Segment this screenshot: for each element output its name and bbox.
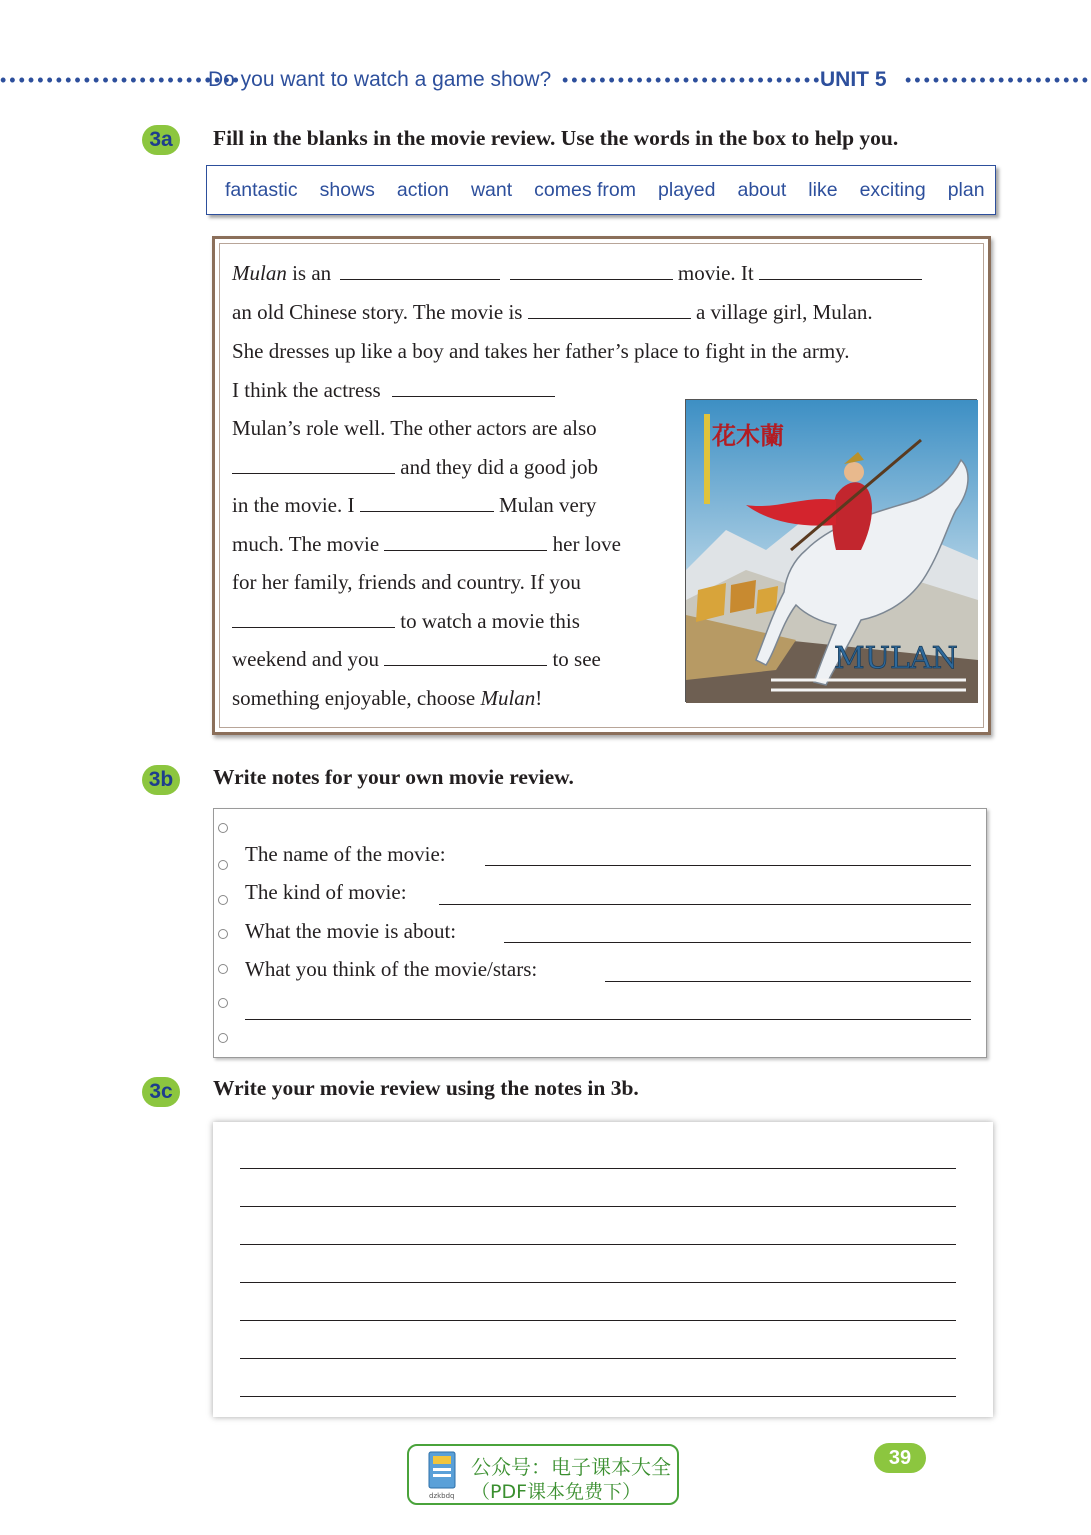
instruction-3b: Write notes for your own movie review. xyxy=(213,765,574,789)
review-line-8: much. The movie her love xyxy=(232,532,621,556)
note-prompt-about: What the movie is about: xyxy=(245,919,457,943)
note-prompt-kind: The kind of movie: xyxy=(245,880,407,904)
word-item: action xyxy=(396,178,449,201)
note-line-extra[interactable] xyxy=(245,1019,971,1020)
blank-3[interactable] xyxy=(759,259,922,280)
blank-4[interactable] xyxy=(528,298,691,319)
note-prompt-opinion: What you think of the movie/stars: xyxy=(245,957,538,981)
header-dots-left: •••••••••••••••••••••••••• xyxy=(0,70,242,90)
blank-2[interactable] xyxy=(510,259,673,280)
word-item: comes from xyxy=(534,178,637,201)
writing-line[interactable] xyxy=(240,1396,956,1397)
header-dots-right: •••••••••••••••••••• xyxy=(905,70,1091,90)
blank-9[interactable] xyxy=(232,607,395,628)
note-line-opinion[interactable] xyxy=(605,981,971,982)
review-line-11: weekend and you to see xyxy=(232,647,601,671)
unit-label: UNIT 5 xyxy=(820,68,887,91)
review-line-9: for her family, friends and country. If you xyxy=(232,570,581,594)
blank-5[interactable] xyxy=(392,376,555,397)
review-line-4: I think the actress xyxy=(232,376,555,404)
ring-icon xyxy=(218,895,228,905)
mulan-poster xyxy=(685,399,977,702)
mulan-poster-illustration xyxy=(686,400,978,703)
blank-1[interactable] xyxy=(340,259,500,280)
badge-3c: 3c xyxy=(142,1077,180,1107)
blank-10[interactable] xyxy=(384,645,547,666)
word-item: shows xyxy=(319,178,375,201)
writing-line[interactable] xyxy=(240,1358,956,1359)
unit-title: Do you want to watch a game show? xyxy=(208,68,552,91)
note-line-kind[interactable] xyxy=(439,904,971,905)
header-dots-middle: •••••••••••••••••••••••••••• xyxy=(562,70,823,90)
blank-6[interactable] xyxy=(232,453,395,474)
writing-line[interactable] xyxy=(240,1244,956,1245)
word-item: like xyxy=(808,178,838,201)
watermark-line-2: （PDF课本免费下） xyxy=(471,1481,642,1503)
review-line-5: Mulan’s role well. The other actors are also xyxy=(232,416,597,440)
poster-chinese-title: 花木蘭 xyxy=(712,422,784,450)
word-item: about xyxy=(737,178,787,201)
watermark-line-1: 公众号：电子课本大全 xyxy=(471,1455,671,1479)
badge-3b: 3b xyxy=(142,765,180,795)
blank-7[interactable] xyxy=(360,491,494,512)
blank-8[interactable] xyxy=(384,530,547,551)
note-line-name[interactable] xyxy=(485,865,971,866)
review-line-12: something enjoyable, choose Mulan! xyxy=(232,686,543,710)
book-icon xyxy=(425,1450,465,1500)
writing-line[interactable] xyxy=(240,1320,956,1321)
review-line-1: Mulan is an movie. It xyxy=(232,259,922,287)
review-line-3: She dresses up like a boy and takes her father’s place to fight in the army. xyxy=(232,339,850,363)
svg-text:dzkbdq: dzkbdq xyxy=(429,1492,455,1500)
instruction-3c: Write your movie review using the notes in 3b. xyxy=(213,1076,639,1100)
word-item: fantastic xyxy=(225,178,298,201)
writing-area xyxy=(213,1122,993,1417)
ring-icon xyxy=(218,929,228,939)
review-line-10: to watch a movie this xyxy=(232,607,580,635)
ring-icon xyxy=(218,998,228,1008)
word-item: exciting xyxy=(859,178,926,201)
review-line-6: and they did a good job xyxy=(232,453,598,481)
word-item: played xyxy=(658,178,716,201)
ring-icon xyxy=(218,964,228,974)
watermark-stamp xyxy=(407,1444,679,1505)
ring-icon xyxy=(218,1033,228,1043)
instruction-3a: Fill in the blanks in the movie review. Use the words in the box to help you. xyxy=(213,126,899,150)
note-prompt-name: The name of the movie: xyxy=(245,842,446,866)
word-item: want xyxy=(470,178,513,201)
ring-icon xyxy=(218,860,228,870)
writing-line[interactable] xyxy=(240,1206,956,1207)
note-line-about[interactable] xyxy=(504,942,971,943)
writing-line[interactable] xyxy=(240,1282,956,1283)
review-line-7: in the movie. I Mulan very xyxy=(232,493,597,517)
review-line-2: an old Chinese story. The movie is a village girl, Mulan. xyxy=(232,300,873,324)
writing-line[interactable] xyxy=(240,1168,956,1169)
ring-icon xyxy=(218,823,228,833)
page-number: 39 xyxy=(874,1443,926,1473)
word-item: plan xyxy=(947,178,985,201)
poster-english-title: MULAN xyxy=(834,641,958,676)
word-box xyxy=(206,165,996,215)
badge-3a: 3a xyxy=(142,125,180,155)
